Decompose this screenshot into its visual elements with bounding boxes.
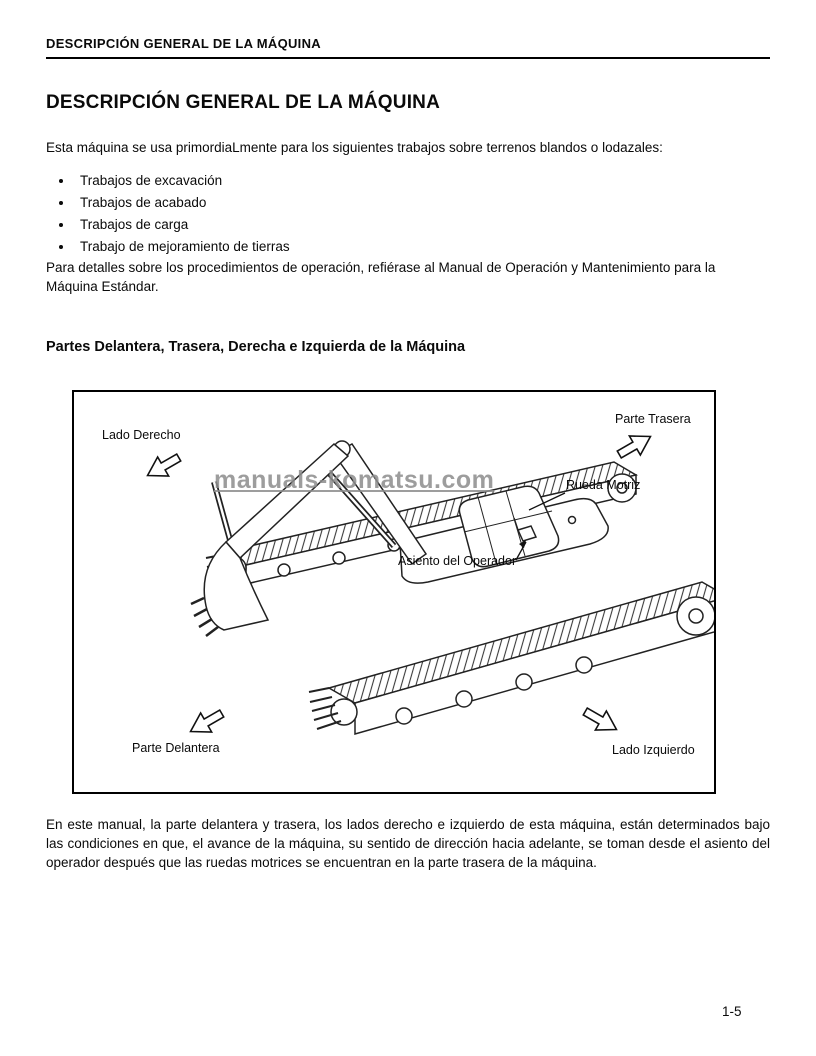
label-rear: Parte Trasera — [615, 412, 691, 426]
page-title: DESCRIPCIÓN GENERAL DE LA MÁQUINA — [46, 92, 441, 113]
label-left-side: Lado Izquierdo — [612, 743, 695, 757]
running-header: DESCRIPCIÓN GENERAL DE LA MÁQUINA — [46, 36, 770, 59]
list-item: • Trabajos de excavación — [74, 172, 774, 190]
rear-arrow-icon — [614, 427, 656, 464]
near-track — [309, 582, 714, 734]
list-item: • Trabajos de carga — [74, 216, 774, 234]
watermark: manuals-komatsu.com — [214, 466, 495, 494]
left-side-arrow-icon — [580, 702, 622, 739]
details-paragraph: Para detalles sobre los procedimientos de operación, refiérase al Manual de Operación y Mantenimiento para la Máquina Estándar. — [46, 260, 716, 294]
work-type-list — [50, 172, 774, 260]
intro-paragraph: Esta máquina se usa primordiaLmente para los siguientes trabajos sobre terrenos blandos o lodazales: — [46, 140, 663, 155]
machine-figure — [72, 390, 716, 794]
label-front: Parte Delantera — [132, 741, 220, 755]
label-operator-seat: Asiento del Operador — [398, 554, 517, 568]
front-arrow-icon — [185, 704, 227, 741]
list-item: • Trabajos de acabado — [74, 194, 774, 212]
page-number: 1-5 — [722, 1004, 742, 1019]
label-right-side: Lado Derecho — [102, 428, 181, 442]
figure-heading: Partes Delantera, Trasera, Derecha e Izquierda de la Máquina — [46, 339, 466, 355]
closing-paragraph: En este manual, la parte delantera y trasera, los lados derecho e izquierdo de esta máquina, están determinados bajo las condiciones en que, el avance de la máquina, su sentido de dirección hacia adelante, se toman desde el asiento del operador después que las ruedas motrices se encuentran en la parte trasera de la máquina. — [46, 817, 770, 870]
excavator-illustration — [74, 392, 714, 792]
label-drive-wheel: Rueda Motriz — [566, 478, 641, 492]
list-item: • Trabajo de mejoramiento de tierras — [74, 238, 774, 256]
right-side-arrow-icon — [142, 448, 184, 485]
